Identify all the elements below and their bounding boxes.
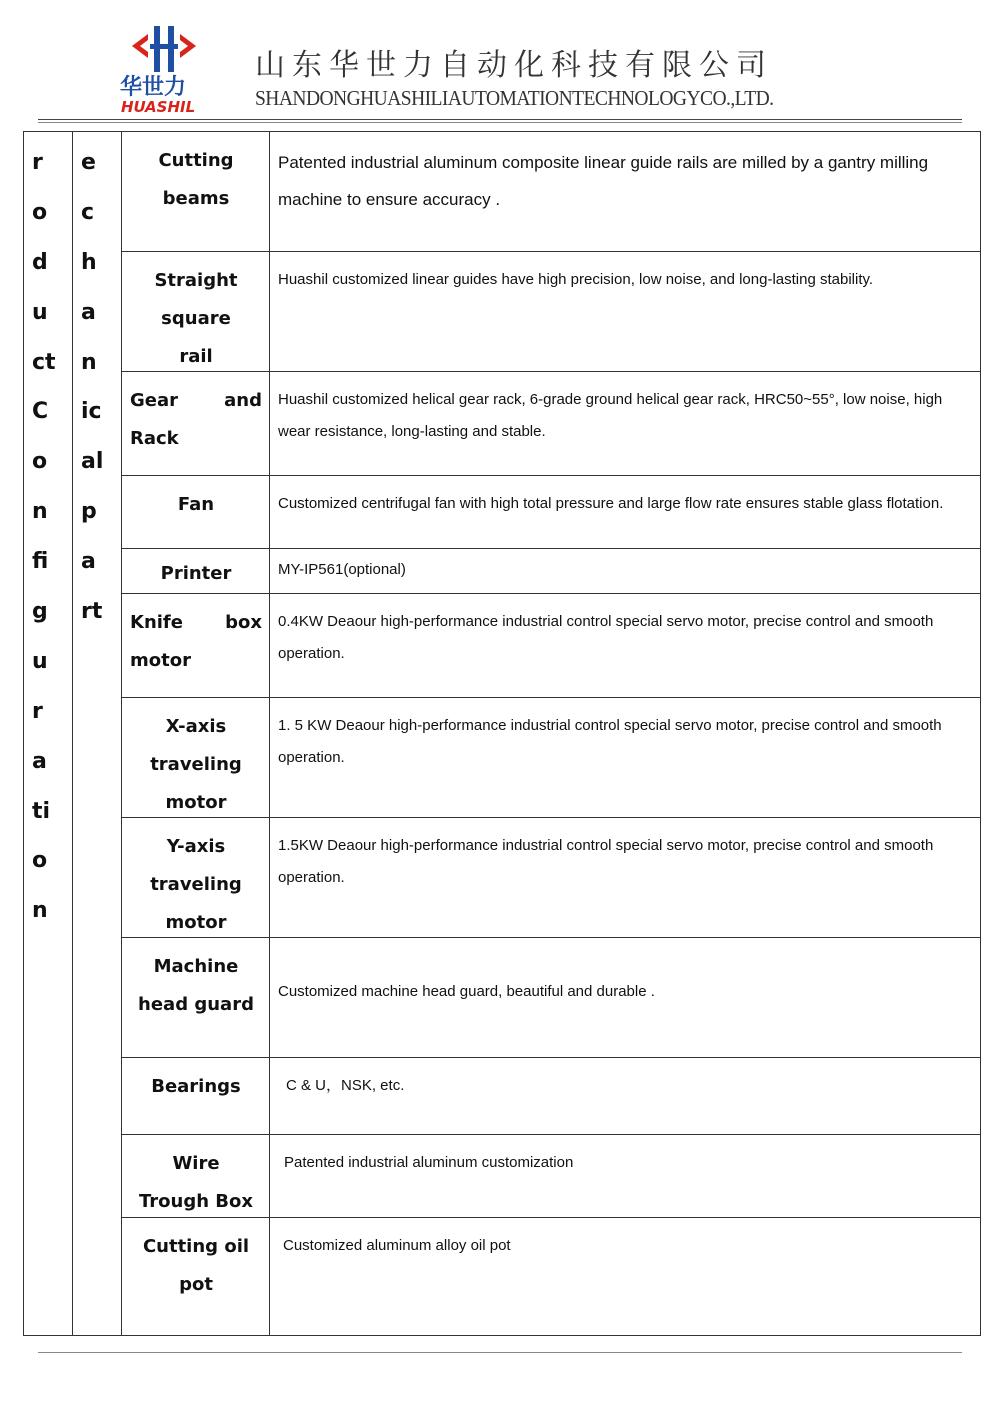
header-divider bbox=[38, 119, 962, 120]
vertical-label-fragment: n bbox=[32, 898, 48, 924]
component-name-word: and bbox=[224, 390, 262, 411]
svg-text:华世力: 华世力 bbox=[120, 75, 187, 100]
vertical-label-fragment: al bbox=[81, 449, 104, 475]
component-name bbox=[122, 372, 270, 475]
vertical-label-fragment: fi bbox=[32, 549, 49, 575]
company-name-cn: 山东华世力自动化科技有限公司 bbox=[255, 48, 773, 83]
vertical-label-fragment: ic bbox=[81, 399, 102, 425]
component-name-word: Gear bbox=[130, 390, 179, 411]
table-row bbox=[122, 372, 980, 476]
component-name: Bearings bbox=[151, 1076, 241, 1097]
component-name-word: Rack bbox=[130, 428, 179, 449]
component-desc: Patented industrial aluminum customization bbox=[284, 1154, 574, 1171]
vertical-label-fragment: rt bbox=[81, 599, 103, 625]
spec-table bbox=[23, 131, 981, 1336]
component-desc: 0.4KW Deaour high-performance industrial control special servo motor, precise control and smooth operation. bbox=[278, 613, 934, 662]
vertical-label-fragment: r bbox=[32, 150, 43, 175]
vertical-label-fragment: h bbox=[81, 249, 97, 275]
component-name: Straight square rail bbox=[154, 270, 238, 367]
vertical-label-fragment: o bbox=[32, 449, 48, 475]
component-name: Machine head guard bbox=[138, 956, 254, 1015]
vertical-label-fragment: a bbox=[32, 748, 47, 774]
component-desc: 1.5KW Deaour high-performance industrial control special servo motor, precise control and smooth operation. bbox=[278, 837, 934, 886]
vertical-label-product-configuration bbox=[24, 138, 70, 936]
component-name-word: Knife bbox=[130, 612, 183, 633]
header-divider-thin bbox=[38, 122, 962, 123]
component-name bbox=[122, 594, 270, 697]
vertical-label-fragment: d bbox=[32, 249, 48, 275]
component-desc: MY-IP561(optional) bbox=[278, 561, 406, 578]
huashil-logo bbox=[118, 22, 218, 117]
vertical-label-fragment: e bbox=[81, 150, 96, 175]
component-name: Printer bbox=[160, 563, 232, 584]
vertical-label-fragment: p bbox=[81, 499, 97, 525]
table-row bbox=[122, 476, 980, 549]
vertical-label-fragment: a bbox=[81, 299, 96, 325]
component-name: Fan bbox=[177, 494, 215, 515]
vertical-label-fragment: n bbox=[32, 499, 48, 525]
component-name: Wire Trough Box bbox=[138, 1153, 254, 1212]
vertical-label-mechanical-part bbox=[73, 138, 119, 637]
table-row bbox=[122, 1218, 980, 1335]
component-name: Cutting oil pot bbox=[142, 1236, 250, 1295]
vertical-label-fragment: ct bbox=[32, 349, 56, 375]
component-name: X-axis traveling motor bbox=[150, 716, 242, 813]
table-row bbox=[122, 698, 980, 818]
component-name: Cutting beams bbox=[158, 150, 234, 209]
vertical-label-fragment: ti bbox=[32, 798, 51, 824]
letterhead bbox=[0, 0, 1000, 130]
component-desc: C & U，NSK, etc. bbox=[286, 1077, 405, 1094]
vertical-label-fragment: o bbox=[32, 848, 48, 874]
vertical-label-fragment: o bbox=[32, 199, 48, 225]
table-row bbox=[122, 132, 980, 252]
component-desc: Customized machine head guard, beautiful and durable . bbox=[278, 983, 655, 1000]
vertical-label-fragment: u bbox=[32, 299, 48, 325]
component-name-word: motor bbox=[130, 650, 191, 671]
table-row bbox=[122, 594, 980, 698]
vertical-label-fragment: C bbox=[32, 399, 49, 425]
component-name: Y-axis traveling motor bbox=[150, 836, 242, 933]
vertical-label-fragment: u bbox=[32, 648, 48, 674]
table-row bbox=[122, 1058, 980, 1135]
component-desc: Customized centrifugal fan with high total pressure and large flow rate ensures stable glass flotation. bbox=[278, 495, 944, 512]
table-row bbox=[122, 818, 980, 938]
table-row bbox=[122, 938, 980, 1058]
table-row bbox=[122, 1135, 980, 1218]
footer-divider bbox=[38, 1352, 962, 1353]
component-desc: Huashil customized helical gear rack, 6-grade ground helical gear rack, HRC50~55°, low noise, high wear resistance, long-lasting and stable. bbox=[278, 391, 943, 440]
vertical-label-fragment: c bbox=[81, 199, 95, 225]
vertical-label-fragment: a bbox=[81, 549, 96, 575]
vertical-label-fragment: r bbox=[32, 698, 43, 724]
component-desc: Huashil customized linear guides have high precision, low noise, and long-lasting stability. bbox=[278, 271, 874, 288]
vertical-label-fragment: g bbox=[32, 599, 48, 625]
table-row bbox=[122, 549, 980, 594]
table-row bbox=[122, 252, 980, 372]
component-name-word: box bbox=[225, 612, 262, 633]
company-name-en: SHANDONGHUASHILIAUTOMATIONTECHNOLOGYCO.,LTD. bbox=[255, 86, 774, 110]
component-desc: Customized aluminum alloy oil pot bbox=[283, 1237, 511, 1254]
component-desc: Patented industrial aluminum composite linear guide rails are milled by a gantry milling machine to ensure accuracy . bbox=[278, 153, 929, 209]
svg-text:HUASHIL: HUASHIL bbox=[121, 98, 196, 116]
component-desc: 1. 5 KW Deaour high-performance industrial control special servo motor, precise control and smooth operation. bbox=[278, 717, 942, 766]
vertical-label-fragment: n bbox=[81, 349, 97, 375]
